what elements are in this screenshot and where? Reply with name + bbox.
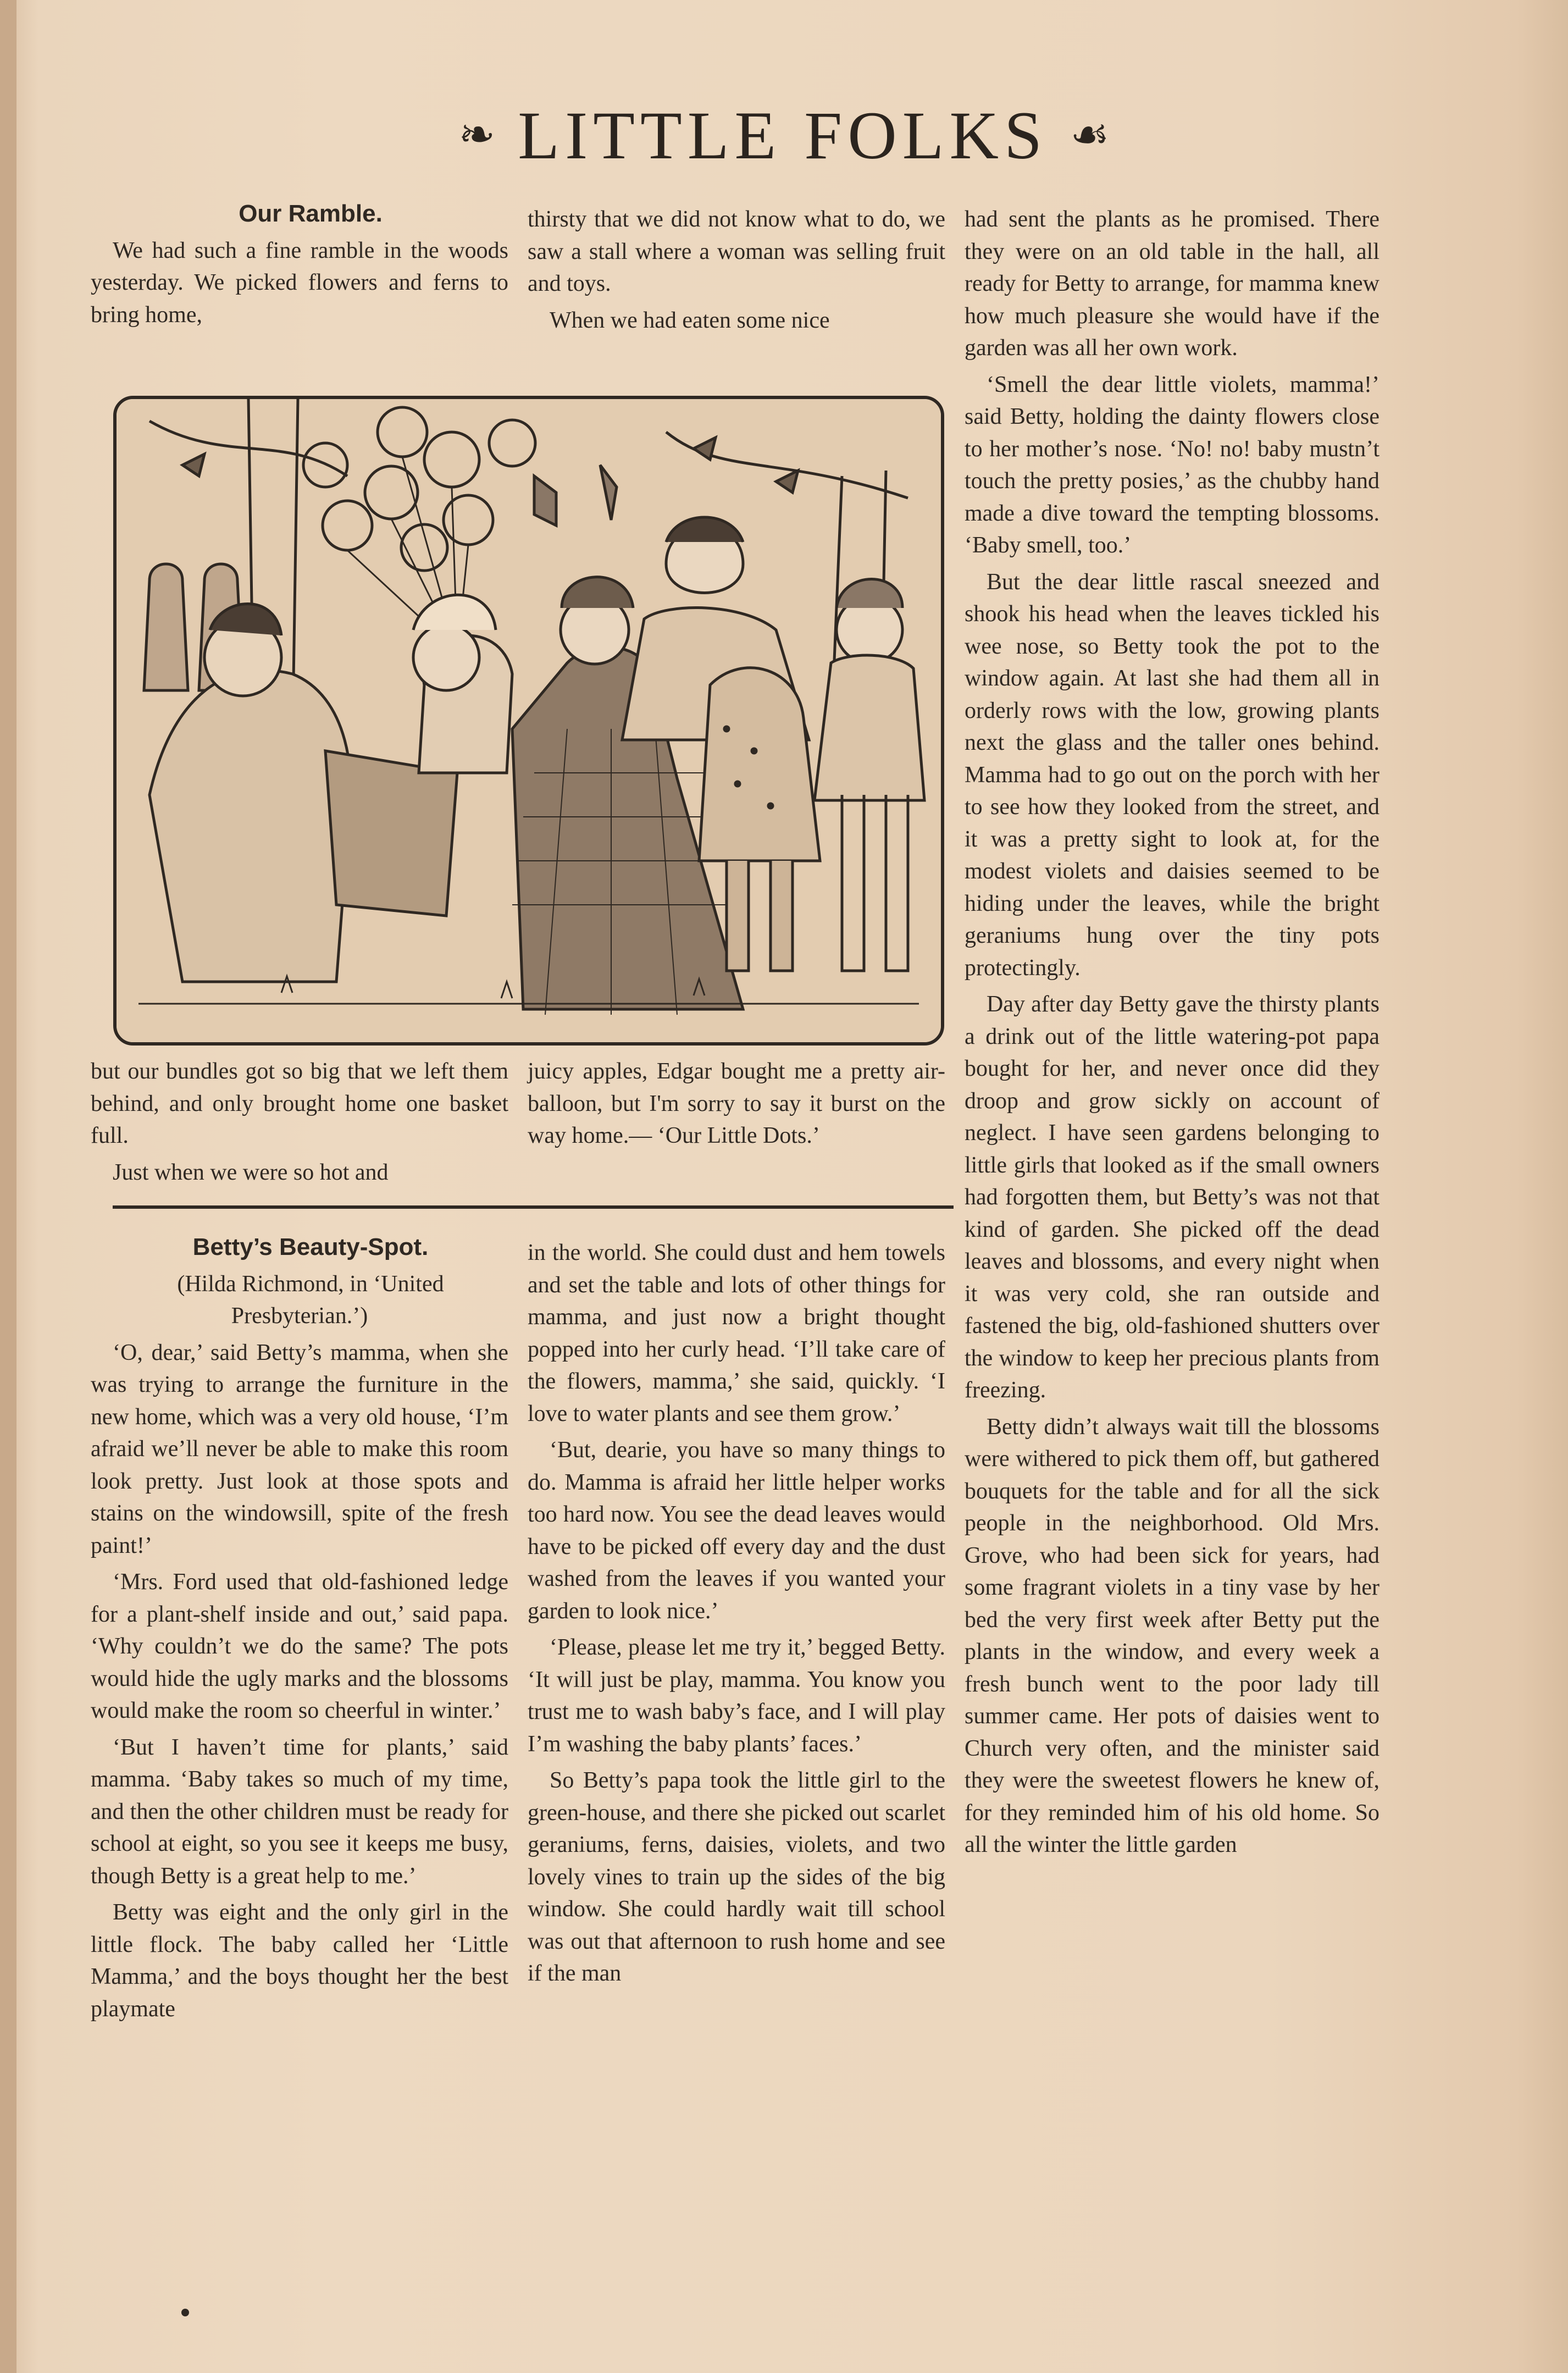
ramble-paragraph: juicy apples, Edgar bought me a pretty air-balloon, but I'm sorry to say it burst on the way home.— ‘Our Little Dots.’: [528, 1059, 945, 1148]
betty-column-2: [528, 1237, 945, 1994]
ramble-column-1-top: [91, 198, 508, 335]
left-ornament-icon: ❧: [458, 111, 496, 159]
page-title: [0, 98, 1568, 173]
section-divider-rule: [113, 1205, 954, 1209]
betty-byline: (Hilda Richmond, in ‘United Presbyterian.’): [177, 1271, 444, 1329]
ramble-paragraph: Just when we were so hot and: [113, 1159, 389, 1185]
ramble-column-2-top: [528, 203, 945, 341]
betty-paragraph: But the dear little rascal sneezed and shook his head when the leaves tickled his wee nose, so Betty took the pot to the window again. At last she had them all in orderly rows with the low, growing plants next the glass and the taller ones behind. Mamma had to go out on the porch with her to see how they looked from the street, and it was a pretty sight to look at, for the modest violets and daisies seemed to be hiding under the leaves, while the bright geraniums hung over the tiny pots protectingly.: [965, 569, 1379, 981]
betty-paragraph: ‘Mrs. Ford used that old-fashioned ledge for a plant-shelf inside and out,’ said papa. ‘Why couldn’t we do the same? The pots would hide the ugly marks and the blossoms would make the room so cheerful in winter.’: [91, 1569, 508, 1723]
betty-paragraph: ‘But I haven’t time for plants,’ said mamma. ‘Baby takes so much of my time, and then the other children must be ready for school at eight, so you see it keeps me busy, though Betty is a great help to me.’: [91, 1734, 508, 1889]
illustration-drawing: [117, 399, 941, 1042]
page-spine-edge: [0, 0, 16, 2373]
betty-paragraph: had sent the plants as he promised. There they were on an old table in the hall, all ready for Betty to arrange, for mamma knew how much pleasure she would have if the garden was all her own work.: [965, 207, 1379, 361]
betty-paragraph: So Betty’s papa took the little girl to the green-house, and there she picked out scarlet geraniums, ferns, daisies, violets, and two lovely vines to train up the sides of the big window. She could hardly wait till school was out that afternoon to rush home and see if the man: [528, 1768, 945, 1986]
betty-paragraph: ‘O, dear,’ said Betty’s mamma, when she was trying to arrange the furniture in the new home, which was a very old house, ‘I’m afraid we’ll never be able to make this room look pretty. Just look at those spots and stains on the windowsill, spite of the fresh paint!’: [91, 1340, 508, 1558]
ramble-paragraph: thirsty that we did not know what to do, we saw a stall where a woman was selling fruit and toys.: [528, 207, 945, 296]
betty-paragraph: Day after day Betty gave the thirsty plants a drink out of the little watering-pot papa bought for her, and never once did they droop and grow sickly on account of neglect. I have seen gardens belonging to little girls that looked as if the small owners had forgotten them, but Betty’s was not that kind of garden. She picked off the dead leaves and blossoms, and every night when it was very cold, she ran outside and fastened the big, old-fashioned shutters over the window to keep her precious plants from freezing.: [965, 992, 1379, 1403]
ramble-column-2-bottom: [528, 1055, 945, 1157]
ramble-paragraph: but our bundles got so big that we left them behind, and only brought home one basket full.: [91, 1059, 508, 1148]
betty-column-3: [965, 203, 1379, 1866]
betty-paragraph: ‘Please, please let me try it,’ begged Betty. ‘It will just be play, mamma. You know you trust me to wash baby’s face, and I will play I’m washing the baby plants’ faces.’: [528, 1635, 945, 1757]
title-text: LITTLE FOLKS: [518, 98, 1048, 173]
betty-paragraph: ‘Smell the dear little violets, mamma!’ said Betty, holding the dainty flowers close to her mother’s nose. ‘No! no! baby mustn’t touch the pretty posies,’ as the chubby hand made a dive toward the tempting blossoms. ‘Baby smell, too.’: [965, 372, 1379, 558]
betty-paragraph: Betty didn’t always wait till the blossoms were withered to pick them off, but gathered bouquets for the table and for all the sick people in the neighborhood. Old Mrs. Grove, who had been sick for years, had some fragrant violets in a tiny vase by her bed the very first week after Betty put the plants in the window, and every week a fresh bunch went to the poor lady till summer came. Her pots of daisies went to Church very often, and the minister said they were the sweetest flowers he knew of, for they reminded him of his old home. So all the winter the little garden: [965, 1414, 1379, 1857]
betty-paragraph: Betty was eight and the only girl in the little flock. The baby called her ‘Little Mamma,’ and the boys thought her the best playmate: [91, 1900, 508, 2022]
ramble-heading: Our Ramble.: [239, 200, 383, 227]
ramble-paragraph: When we had eaten some nice: [550, 307, 830, 333]
market-stall-illustration: [113, 396, 944, 1046]
page-speck: [181, 2309, 189, 2316]
ramble-column-1-bottom: [91, 1055, 508, 1193]
betty-paragraph: in the world. She could dust and hem towels and set the table and lots of other things for mamma, and just now a bright thought popped into her curly head. ‘I’ll take care of the flowers, mamma,’ she said, quickly. ‘I love to water plants and see them grow.’: [528, 1240, 945, 1426]
betty-paragraph: ‘But, dearie, you have so many things to do. Mamma is afraid her little helper works too hard now. You see the dead leaves would have to be picked off every day and the dust washed from the leaves if you wanted your garden to look nice.’: [528, 1437, 945, 1624]
betty-heading: Betty’s Beauty-Spot.: [192, 1233, 429, 1260]
betty-column-1: [91, 1231, 508, 2029]
ramble-paragraph: We had such a fine ramble in the woods yesterday. We picked flowers and ferns to bring home,: [91, 237, 508, 328]
right-ornament-icon: ☙: [1070, 111, 1110, 159]
